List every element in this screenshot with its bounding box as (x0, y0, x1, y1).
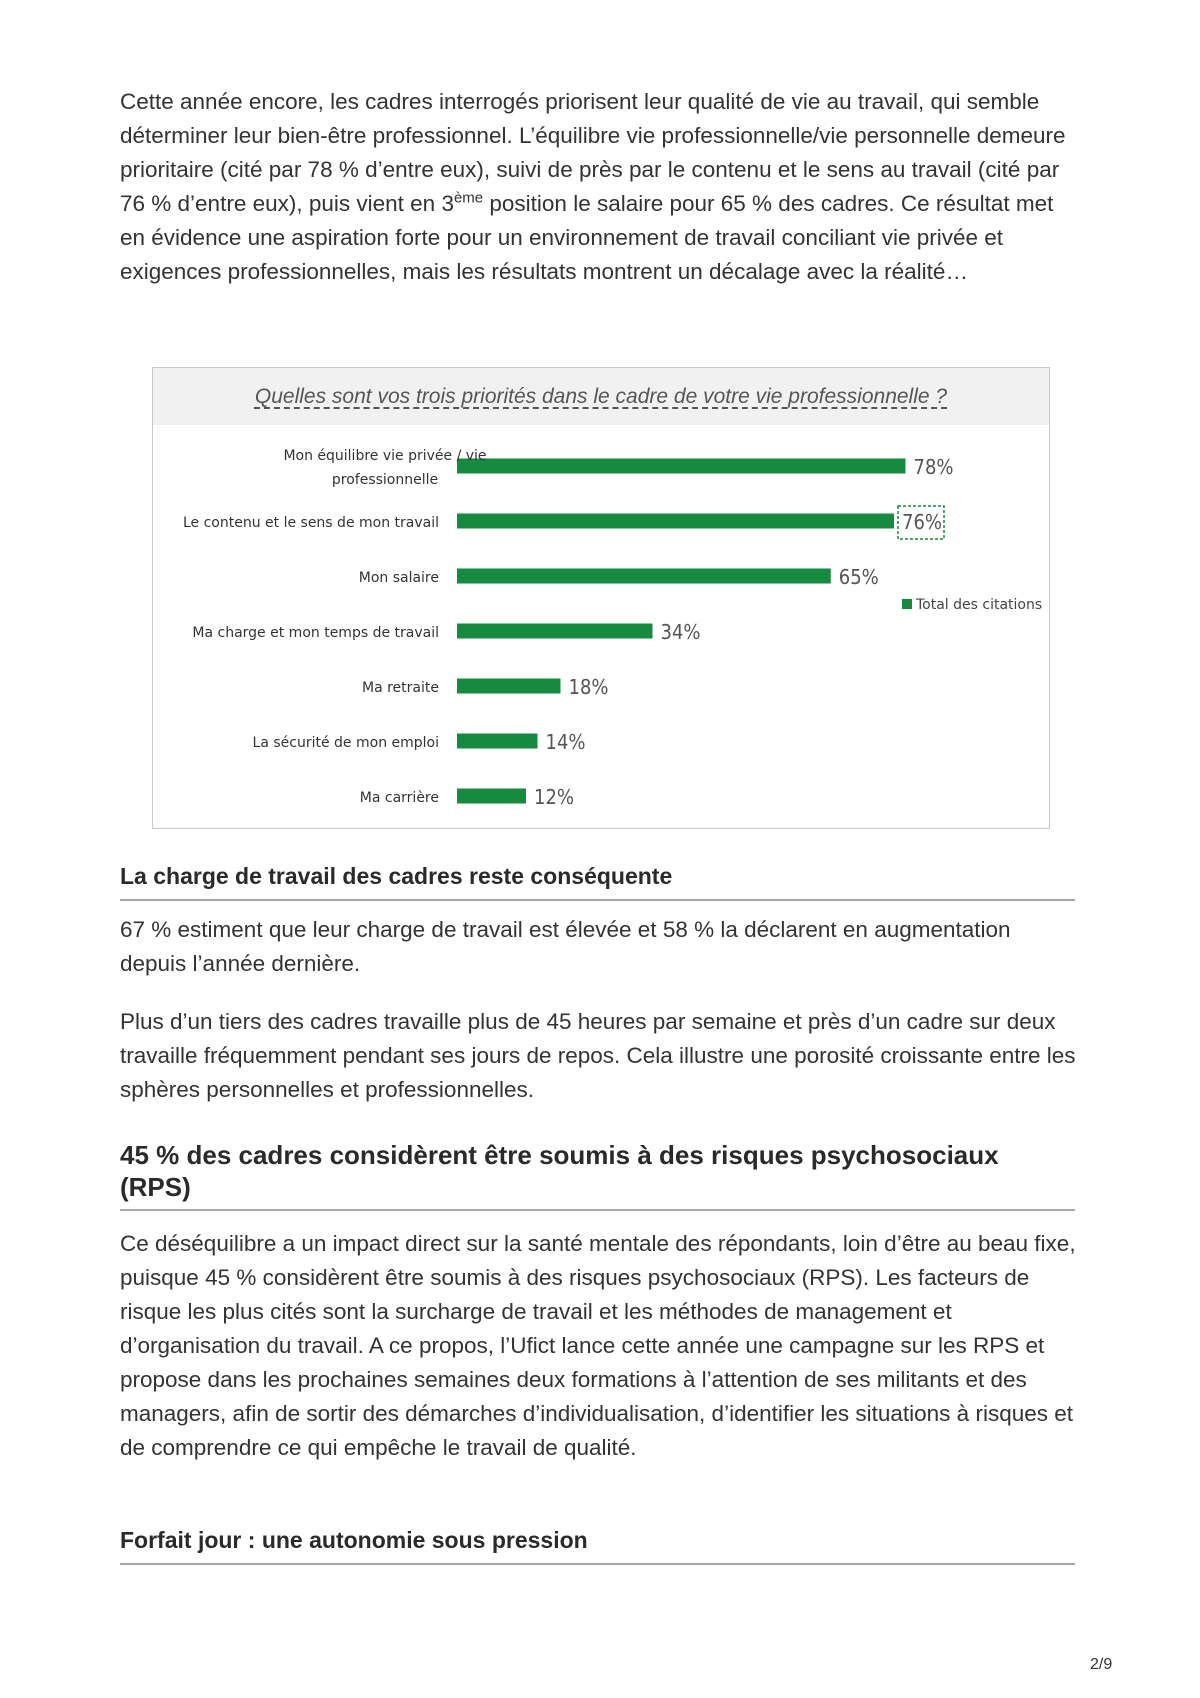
section-heading-forfait-jour: Forfait jour : une autonomie sous pression (120, 1525, 1075, 1565)
legend-label: Total des citations (916, 597, 1043, 613)
intro-text-part1: Cette année encore, les cadres interrogés priorisent leur qualité de vie au travail, qui semble déterminer leur bien-être professionnel. L’équilibre vie professionnelle/vie personnelle demeure prioritaire (cité par 78 % d’entre eux), suivi de près par le contenu et le sens au travail (cité par 76 % d’entre eux), puis vient en 3 (120, 89, 1066, 216)
category-label: Mon équilibre vie privée / vie (283, 448, 487, 464)
page-number: 2/9 (1090, 1656, 1113, 1673)
value-label: 14% (545, 730, 586, 754)
category-label: professionnelle (331, 472, 439, 488)
intro-text-part2: position le salaire pour 65 % des cadres. Ce résultat met en évidence une aspiration forte pour un environnement de travail conciliant vie privée et exigences professionnelles, mais les résultats montrent un décalage avec la réalité… (120, 191, 1054, 284)
bar (457, 679, 561, 694)
category-label: La sécurité de mon emploi (252, 735, 439, 751)
category-label: Le contenu et le sens de mon travail (182, 515, 439, 531)
intro-paragraph (120, 85, 1080, 289)
category-label: Ma carrière (359, 790, 439, 806)
workload-paragraph-1: 67 % estiment que leur charge de travail est élevée et 58 % la déclarent en augmentation depuis l’année dernière. (120, 917, 1011, 976)
value-label: 18% (568, 675, 609, 699)
workload-paragraph-2: Plus d’un tiers des cadres travaille plus de 45 heures par semaine et près d’un cadre sur deux travaille fréquemment pendant ses jours de repos. Cela illustre une porosité croissante entre les sphères personnelles et professionnelles. (120, 1009, 1076, 1102)
chart-plot (153, 368, 1049, 828)
category-label: Ma charge et mon temps de travail (192, 625, 439, 641)
bar (457, 514, 894, 529)
rps-paragraph: Ce déséquilibre a un impact direct sur la santé mentale des répondants, loin d’être au beau fixe, puisque 45 % considèrent être soumis à des risques psychosociaux (RPS). Les facteurs de risque les plus cités sont la surcharge de travail et les méthodes de management et d’organisation du travail. A ce propos, l’Ufict lance cette année une campagne sur les RPS et propose dans les prochaines semaines deux formations à l’attention de ses militants et des managers, afin de sortir des démarches d’individualisation, d’identifier les situations à risques et de comprendre ce qui empêche le travail de qualité. (120, 1231, 1076, 1460)
chart-title: Quelles sont vos trois priorités dans le cadre de votre vie professionnelle ? (254, 385, 948, 408)
bar (457, 569, 831, 584)
bar (457, 459, 906, 474)
bar (457, 734, 538, 749)
priorities-chart (152, 367, 1050, 829)
category-label: Mon salaire (358, 570, 439, 586)
value-label: 65% (838, 565, 879, 589)
category-label: Ma retraite (362, 680, 439, 696)
value-label: 34% (660, 620, 701, 644)
section-heading-rps: 45 % des cadres considèrent être soumis à des risques psychosociaux (RPS) (120, 1139, 1075, 1211)
value-label: 12% (534, 785, 574, 809)
value-label: 78% (913, 455, 954, 479)
intro-superscript: ème (453, 189, 484, 207)
value-label: 76% (902, 510, 942, 534)
bar (457, 789, 526, 804)
legend-swatch (902, 599, 912, 609)
section-heading-workload: La charge de travail des cadres reste conséquente (120, 861, 1075, 901)
bar (457, 624, 653, 639)
